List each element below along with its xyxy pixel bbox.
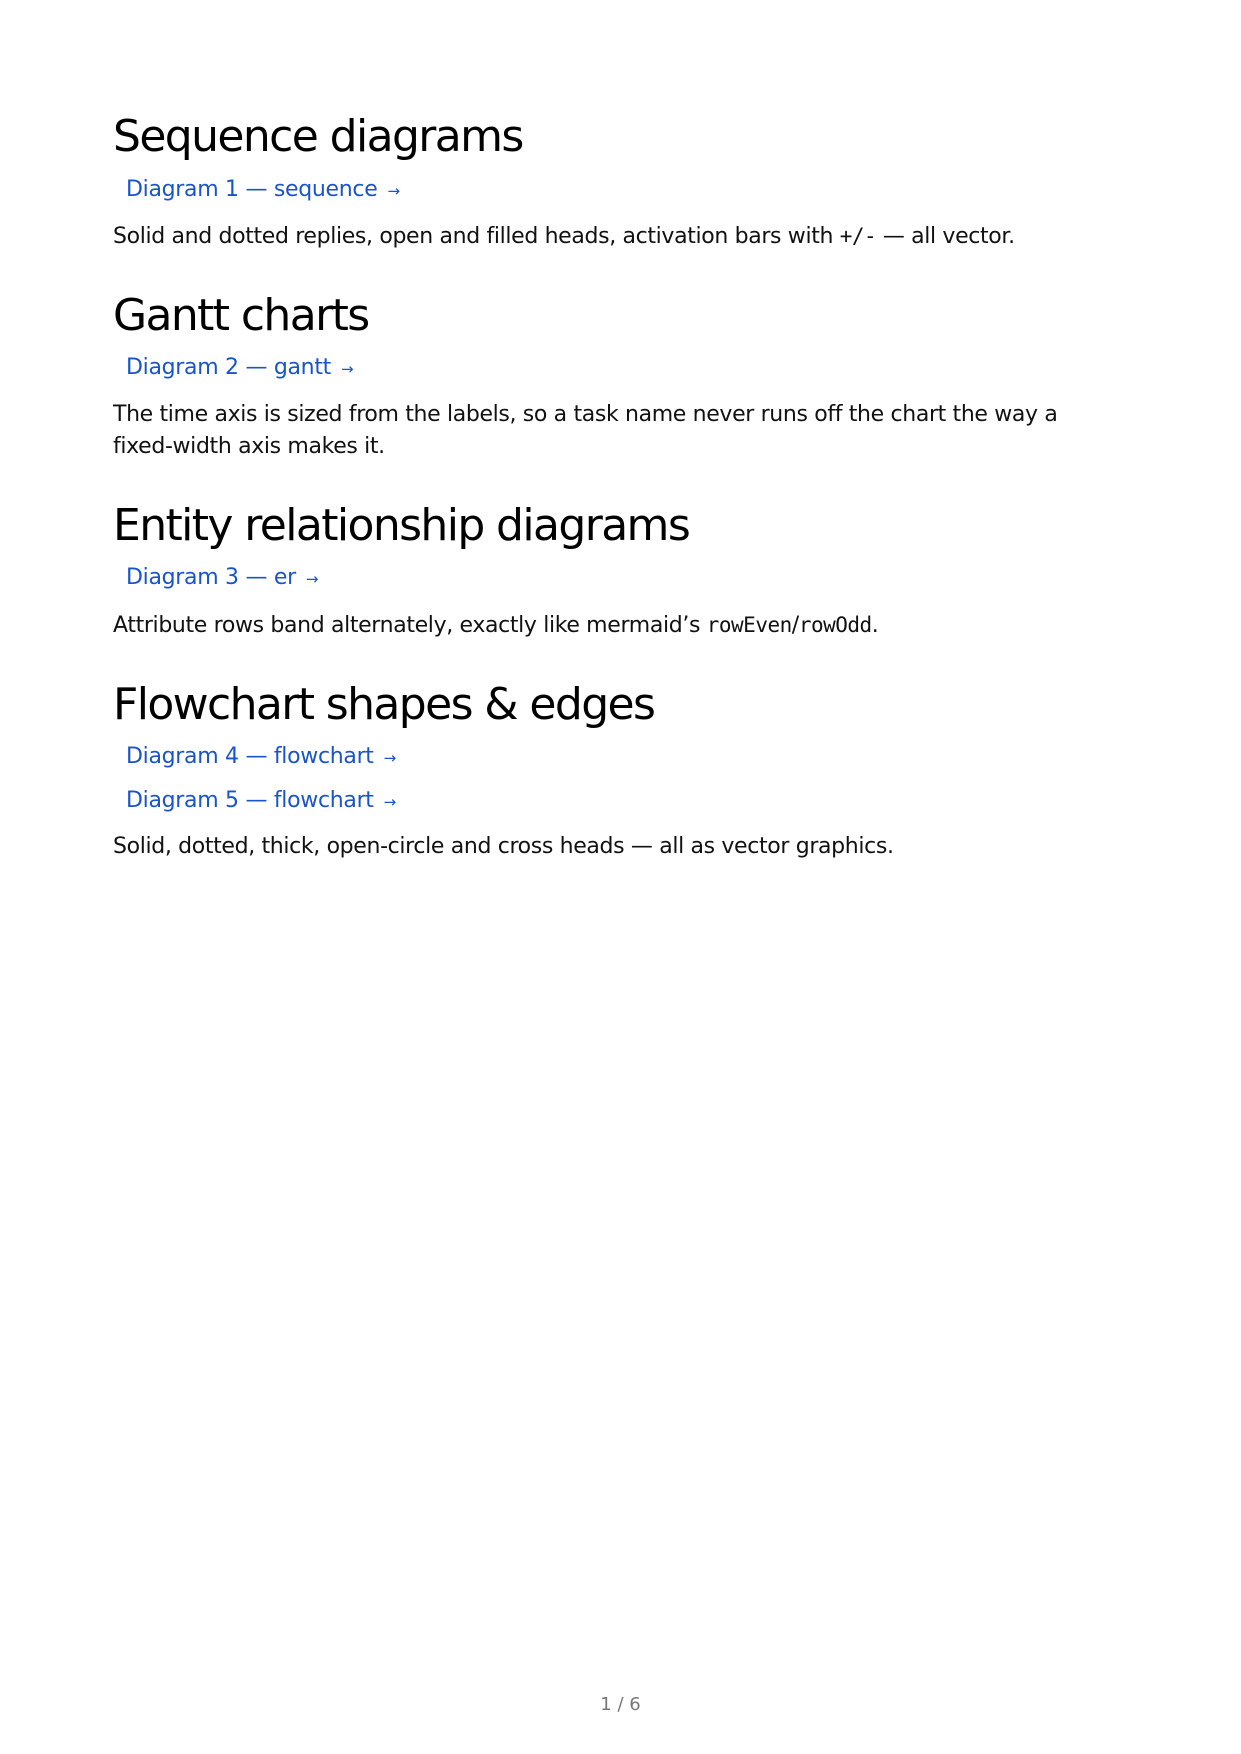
section-flowchart-shapes-edges [113,680,1123,863]
section-gantt-charts [113,291,1123,463]
arrow-right-icon: → [387,181,400,200]
section-description: The time axis is sized from the labels, so a task name never runs off the chart the way a fixed-width axis makes it. [113,401,1058,459]
desc-text: Attribute rows band alternately, exactly like mermaid’s [113,612,707,638]
inline-code: +/- [839,223,877,248]
link-label: Diagram 5 — flowchart [126,787,374,813]
section-heading: Sequence diagrams [113,111,523,162]
desc-text: Solid and dotted replies, open and filled heads, activation bars with [113,223,840,249]
page-indicator: 1 / 6 [600,1694,641,1715]
arrow-right-icon: → [383,792,396,811]
link-label: Diagram 1 — sequence [126,176,378,202]
inline-code: rowOdd [798,612,872,637]
desc-text: . [871,612,879,638]
section-description [113,609,1123,642]
section-heading: Flowchart shapes & edges [113,678,655,730]
section-entity-relationship-diagrams [113,501,1123,642]
section-heading: Gantt charts [113,289,369,341]
link-label: Diagram 4 — flowchart [126,744,374,770]
diagram-1-link[interactable] [126,177,1123,202]
section-sequence-diagrams [113,112,1123,253]
arrow-right-icon: → [340,360,354,379]
diagram-4-link[interactable] [126,744,1123,769]
arrow-right-icon: → [383,749,396,768]
diagram-5-link[interactable] [126,788,1123,813]
section-description: Solid, dotted, thick, open-circle and cross heads — all as vector graphics. [113,833,894,859]
inline-code: rowEven [706,612,792,637]
arrow-right-icon: → [305,570,319,589]
section-description [113,220,1123,253]
document-page [113,112,1123,863]
link-label: Diagram 3 — er [126,565,296,591]
diagram-2-link[interactable] [126,355,1123,380]
section-heading: Entity relationship diagrams [113,499,690,551]
link-label: Diagram 2 — gantt [126,355,331,381]
desc-text: / [791,612,799,638]
diagram-3-link[interactable] [126,565,1123,590]
desc-text: — all vector. [876,223,1015,249]
